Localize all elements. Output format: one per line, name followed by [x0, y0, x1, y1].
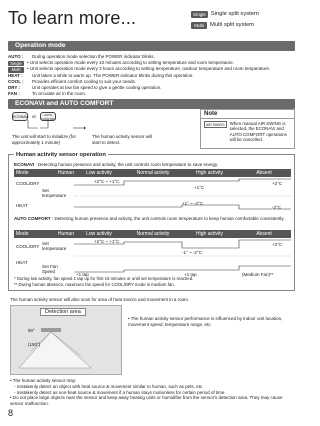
or-text: or	[32, 114, 37, 119]
detection-area-label: Detection area	[40, 308, 86, 316]
econavi-graph	[14, 177, 291, 215]
footnote-2: ** During human absence, maximum fan speed for COOL/DRY mode is medium fan.	[14, 281, 175, 287]
col-human-2: Human	[57, 231, 74, 237]
bullet-1a: - mistakenly detect an object with heat source & movement similar to human, such as pets, etc.	[14, 383, 204, 389]
auto-comfort-description	[14, 216, 291, 222]
bullet-1b: - mistakenly detect as non-heat source & movement if a human stays motionless for certain period of time.	[14, 389, 226, 395]
operation-mode-heading: Operation mode	[8, 41, 295, 51]
note-text: When manual AIR SWING is selected, the ECONAVI and AUTO COMFORT operations will be cancelled.	[229, 121, 287, 143]
footer-intro: The human activity sensor will also scan for area of heat source and movement in a room.	[10, 297, 190, 302]
auto-heat-high: +1 tap	[184, 272, 197, 277]
bullet-2: • Do not place large objects near the sensor and keep away heating units or humidifier from the sensor's detection area. They may cause sensor malfunction.	[10, 395, 283, 407]
op-auto-text: During operation mode selection the POWER indicator blinks.	[32, 54, 155, 59]
auto-graph	[14, 238, 291, 278]
footnote-1: * During low activity, fan speed 1 tap up for first 15 minutes or until set temperature is reached.	[14, 276, 194, 281]
system-legend	[191, 9, 296, 31]
initialize-text: The unit will start to initialize (for approximately 1 minute)	[12, 134, 77, 145]
econavi-heat-high: +1° ~ -2°C	[182, 201, 204, 206]
econavi-heat-mode: HEAT	[16, 203, 28, 208]
econavi-cool-low: +2°C ~ +1°C	[94, 179, 120, 184]
single-text: Single split system	[210, 11, 259, 17]
col-normal-2: Normal activity	[136, 231, 170, 237]
econavi-cool-mode: COOL/DRY	[16, 181, 40, 186]
bullet-1: • The human activity sensor may:	[10, 378, 77, 383]
col-mode-2: Mode	[16, 231, 29, 237]
col-low: Low activity	[86, 170, 112, 176]
note-body	[201, 119, 294, 145]
auto-cool-mode: COOL/DRY	[16, 244, 40, 249]
performance-note: • The human activity sensor performance is influenced by indoor unit location, movement speed, temperature range, etc.	[128, 316, 283, 327]
col-low-2: Low activity	[86, 231, 112, 237]
op-auto-label: AUTO :	[8, 54, 24, 59]
op-fan-label: FAN :	[8, 90, 20, 96]
auto-cool-absent: +2°C	[272, 242, 283, 247]
page-number: 8	[8, 408, 14, 418]
auto-cool-label: Set temperature	[42, 241, 67, 251]
op-single-tag: Single	[8, 61, 24, 67]
op-heat-text: Unit takes a while to warm up. The POWER indicator blinks during this operation.	[32, 72, 194, 78]
angle-vertical: 90°	[28, 328, 35, 333]
op-fan	[8, 91, 295, 97]
econavi-table-header	[14, 169, 291, 177]
op-multi-tag: Multi	[8, 67, 24, 73]
air-swing-tag: AIR SWING	[206, 122, 225, 127]
econavi-button-icon: ECONAVI	[12, 112, 28, 121]
multi-tag: Multi	[191, 22, 207, 29]
econavi-desc-label: ECONAVI	[14, 162, 35, 167]
auto-heat-mode: HEAT	[16, 260, 28, 265]
op-cool-label: COOL :	[8, 78, 24, 84]
auto-desc-text: : Detecting human presence and activity, the unit controls room temperature to keep human comfortable consistently.	[51, 216, 285, 221]
sensor-text: The human activity sensor will start to detect.	[92, 134, 153, 145]
auto-heat-absent: (Medium Fan)**	[242, 272, 274, 277]
op-single-text: • Unit selects operation mode every 10 minutes according to setting temperature and room temperature.	[27, 60, 234, 65]
note-box	[200, 109, 295, 149]
econavi-description	[14, 162, 291, 168]
col-high-2: High activity	[196, 231, 223, 237]
operation-mode-list	[8, 54, 295, 97]
econavi-heading: ECONAVI and AUTO COMFORT	[8, 99, 295, 109]
econavi-cool-high: +1°C	[194, 185, 205, 190]
multi-text: Multi split system	[210, 22, 255, 28]
sensor-bullets	[10, 378, 295, 407]
op-dry-label: DRY :	[8, 84, 21, 90]
col-absent-2: Absent	[256, 231, 272, 237]
legend-multi	[191, 20, 296, 30]
legend-single	[191, 9, 296, 19]
angle-horizontal: (150°)	[28, 342, 41, 347]
op-heat-label: HEAT :	[8, 72, 23, 78]
op-fan-text: To circulate air in the room.	[32, 90, 87, 96]
auto-table-header	[14, 230, 291, 238]
single-tag: Single	[193, 11, 206, 17]
auto-comfort-table	[14, 230, 291, 278]
op-cool-text: Provides efficient comfort cooling to suit your needs.	[32, 78, 136, 84]
page-title: To learn more...	[8, 8, 137, 28]
auto-cool-low: +2°C ~ +1°C	[94, 239, 120, 244]
auto-comfort-button-icon: AUTO COMFORT	[41, 113, 57, 121]
auto-cool-high: -1° ~ -2°C	[182, 250, 202, 255]
col-absent: Absent	[256, 170, 272, 176]
econavi-cool-label: Set temperature	[42, 188, 67, 198]
col-human: Human	[57, 170, 74, 176]
note-title: Note	[201, 110, 294, 119]
op-multi-text: • Unit selects operation mode every 3 hours according to setting temperature, outdoor temperature and room temperature.	[27, 66, 271, 72]
col-normal: Normal activity	[136, 170, 170, 176]
auto-heat-label: Set Fan Speed	[42, 264, 58, 274]
human-activity-heading: Human activity sensor operation	[16, 152, 106, 158]
econavi-table	[14, 169, 291, 215]
econavi-heat-absent: -2°C	[272, 205, 282, 210]
auto-desc-label: AUTO COMFORT	[14, 216, 51, 221]
op-dry-text: Unit operates at low fan speed to give a gentle cooling operation.	[32, 84, 162, 90]
econavi-cool-absent: +2°C	[272, 181, 283, 186]
econavi-desc-text: : Detecting human presence and activity, the unit controls room temperature to save energy.	[35, 162, 219, 167]
col-high: High activity	[196, 170, 223, 176]
col-mode: Mode	[16, 170, 29, 176]
detection-area-illustration	[11, 306, 123, 376]
auto-heat-low: +1 tap	[76, 272, 89, 277]
footnotes	[14, 276, 291, 288]
